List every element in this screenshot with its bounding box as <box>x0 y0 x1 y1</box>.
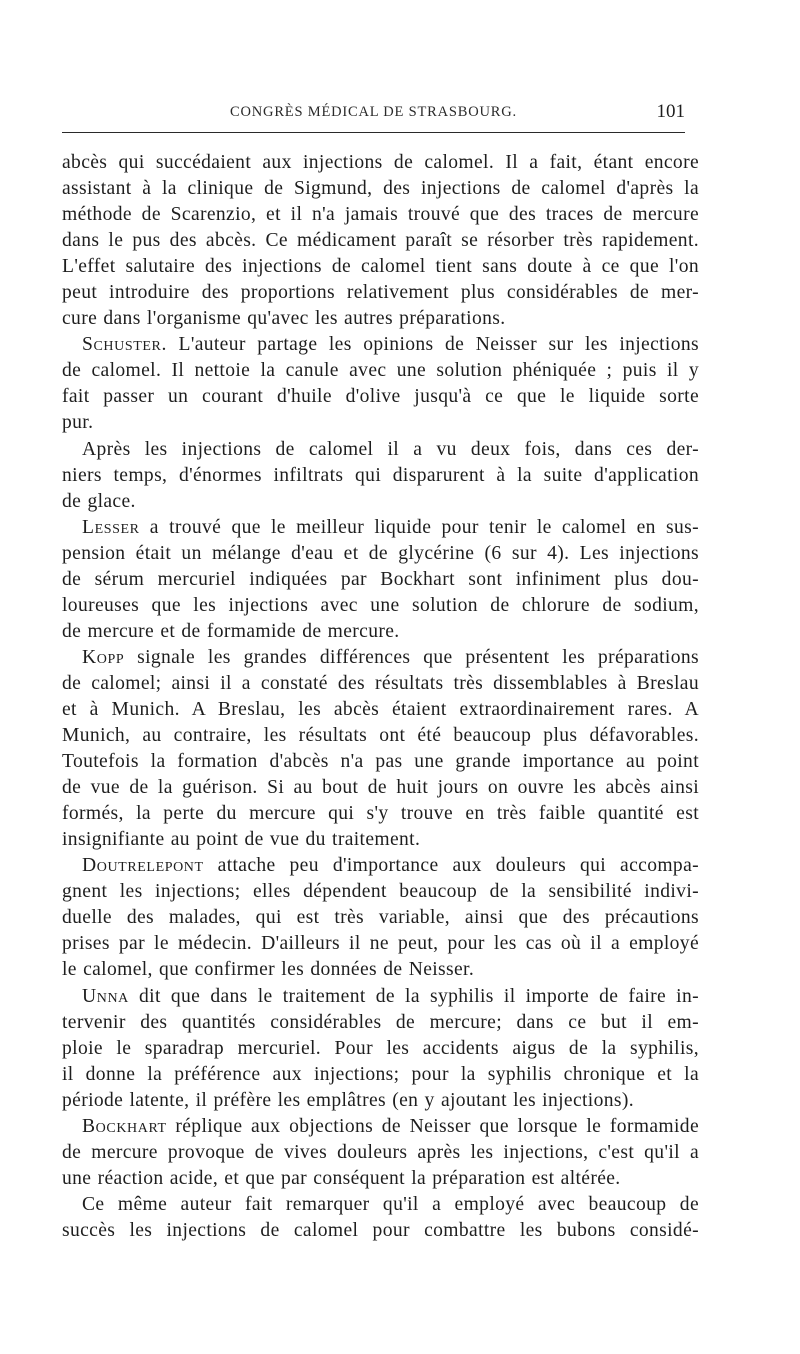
text-line: de calomel; ainsi il a constaté des résultats très dissemblables à Breslau <box>62 672 699 694</box>
text-line: tervenir des quantités considérables de mercure; dans ce but il em- <box>62 1011 699 1033</box>
running-head: CONGRÈS MÉDICAL DE STRASBOURG. <box>230 104 517 120</box>
paragraph <box>62 332 699 436</box>
text-line: assistant à la clinique de Sigmund, des injections de calomel d'après la <box>62 178 699 200</box>
header-rule <box>62 132 685 133</box>
text-line: formés, la perte du mercure qui s'y trouve en très faible quantité est <box>62 803 699 825</box>
text-line: méthode de Scarenzio, et il n'a jamais trouvé que des traces de mercure <box>62 204 699 226</box>
text-line: de glace. <box>62 490 136 512</box>
text-line: de mercure et de formamide de mercure. <box>62 620 400 642</box>
text-line: une réaction acide, et que par conséquent la préparation est altérée. <box>62 1167 621 1189</box>
paragraph <box>62 853 699 983</box>
paragraph <box>62 150 699 332</box>
text-line: abcès qui succédaient aux injections de calomel. Il a fait, étant encore <box>62 152 699 173</box>
text-line: Unna dit que dans le traitement de la syphilis il importe de faire in- <box>82 985 699 1007</box>
speaker-name: Lesser <box>82 516 140 538</box>
speaker-name: Kopp <box>82 646 125 668</box>
text-line: fait passer un courant d'huile d'olive jusqu'à ce que le liquide sorte <box>62 386 699 408</box>
text-line: peut introduire des proportions relativement plus considérables de mer- <box>62 282 699 304</box>
text-line: Kopp signale les grandes différences que présentent les préparations <box>82 646 699 668</box>
speaker-name: Bockhart <box>82 1115 167 1137</box>
text-line: Schuster. L'auteur partage les opinions de Neisser sur les injections <box>82 334 699 356</box>
text-line: duelle des malades, qui est très variable, ainsi que des précautions <box>62 907 699 929</box>
text-line: Munich, au contraire, les résultats ont été beaucoup plus défavorables. <box>62 725 699 747</box>
text-line: Bockhart réplique aux objections de Neisser que lorsque le formamide <box>82 1115 699 1137</box>
text-line: Ce même auteur fait remarquer qu'il a employé avec beaucoup de <box>82 1193 699 1215</box>
page-number: 101 <box>656 101 685 122</box>
text-line: Après les injections de calomel il a vu deux fois, dans ces der- <box>82 438 699 460</box>
page-header <box>62 101 685 126</box>
text-line: gnent les injections; elles dépendent beaucoup de la sensibilité indivi- <box>62 881 699 903</box>
paragraph <box>62 984 699 1114</box>
paragraph <box>62 515 699 645</box>
text-line: de mercure provoque de vives douleurs après les injections, c'est qu'il a <box>62 1141 699 1163</box>
text-line: L'effet salutaire des injections de calomel tient sans doute à ce que l'on <box>62 256 699 278</box>
text-line: période latente, il préfère les emplâtres (en y ajoutant les injections). <box>62 1089 634 1111</box>
text-line: de sérum mercuriel indiquées par Bockhart sont infiniment plus dou- <box>62 568 699 590</box>
paragraph <box>62 437 699 515</box>
text-line: loureuses que les injections avec une solution de chlorure de sodium, <box>62 594 699 616</box>
text-line: prises par le médecin. D'ailleurs il ne peut, pour les cas où il a employé <box>62 933 699 955</box>
text-line: Lesser a trouvé que le meilleur liquide pour tenir le calomel en sus- <box>82 516 699 538</box>
body-text <box>62 150 699 1244</box>
text-line: dans le pus des abcès. Ce médicament paraît se résorber très rapidement. <box>62 230 699 252</box>
text-line: pension était un mélange d'eau et de glycérine (6 sur 4). Les injections <box>62 542 699 564</box>
speaker-name: Unna <box>82 985 129 1007</box>
text-line: pur. <box>62 412 94 434</box>
text-line: le calomel, que confirmer les données de Neisser. <box>62 959 475 981</box>
paragraph <box>62 1192 699 1244</box>
text-line: ploie le sparadrap mercuriel. Pour les accidents aigus de la syphilis, <box>62 1037 699 1059</box>
paragraph <box>62 645 699 853</box>
text-line: il donne la préférence aux injections; pour la syphilis chronique et la <box>62 1063 699 1085</box>
paragraph <box>62 1114 699 1192</box>
speaker-name: Doutrelepont <box>82 855 204 877</box>
text-line: niers temps, d'énormes infiltrats qui disparurent à la suite d'application <box>62 464 699 486</box>
text-line: succès les injections de calomel pour combattre les bubons considé- <box>62 1219 699 1241</box>
text-line: insignifiante au point de vue du traitement. <box>62 829 421 851</box>
text-line: de vue de la guérison. Si au bout de huit jours on ouvre les abcès ainsi <box>62 777 699 799</box>
text-line: Toutefois la formation d'abcès n'a pas une grande importance au point <box>62 751 699 773</box>
text-line: Doutrelepont attache peu d'importance aux douleurs qui accompa- <box>82 855 699 877</box>
text-line: et à Munich. A Breslau, les abcès étaient extraordinairement rares. A <box>62 698 699 720</box>
text-line: cure dans l'organisme qu'avec les autres préparations. <box>62 308 506 330</box>
speaker-name: Schuster. <box>82 334 167 356</box>
text-line: de calomel. Il nettoie la canule avec une solution phéniquée ; puis il y <box>62 360 699 382</box>
